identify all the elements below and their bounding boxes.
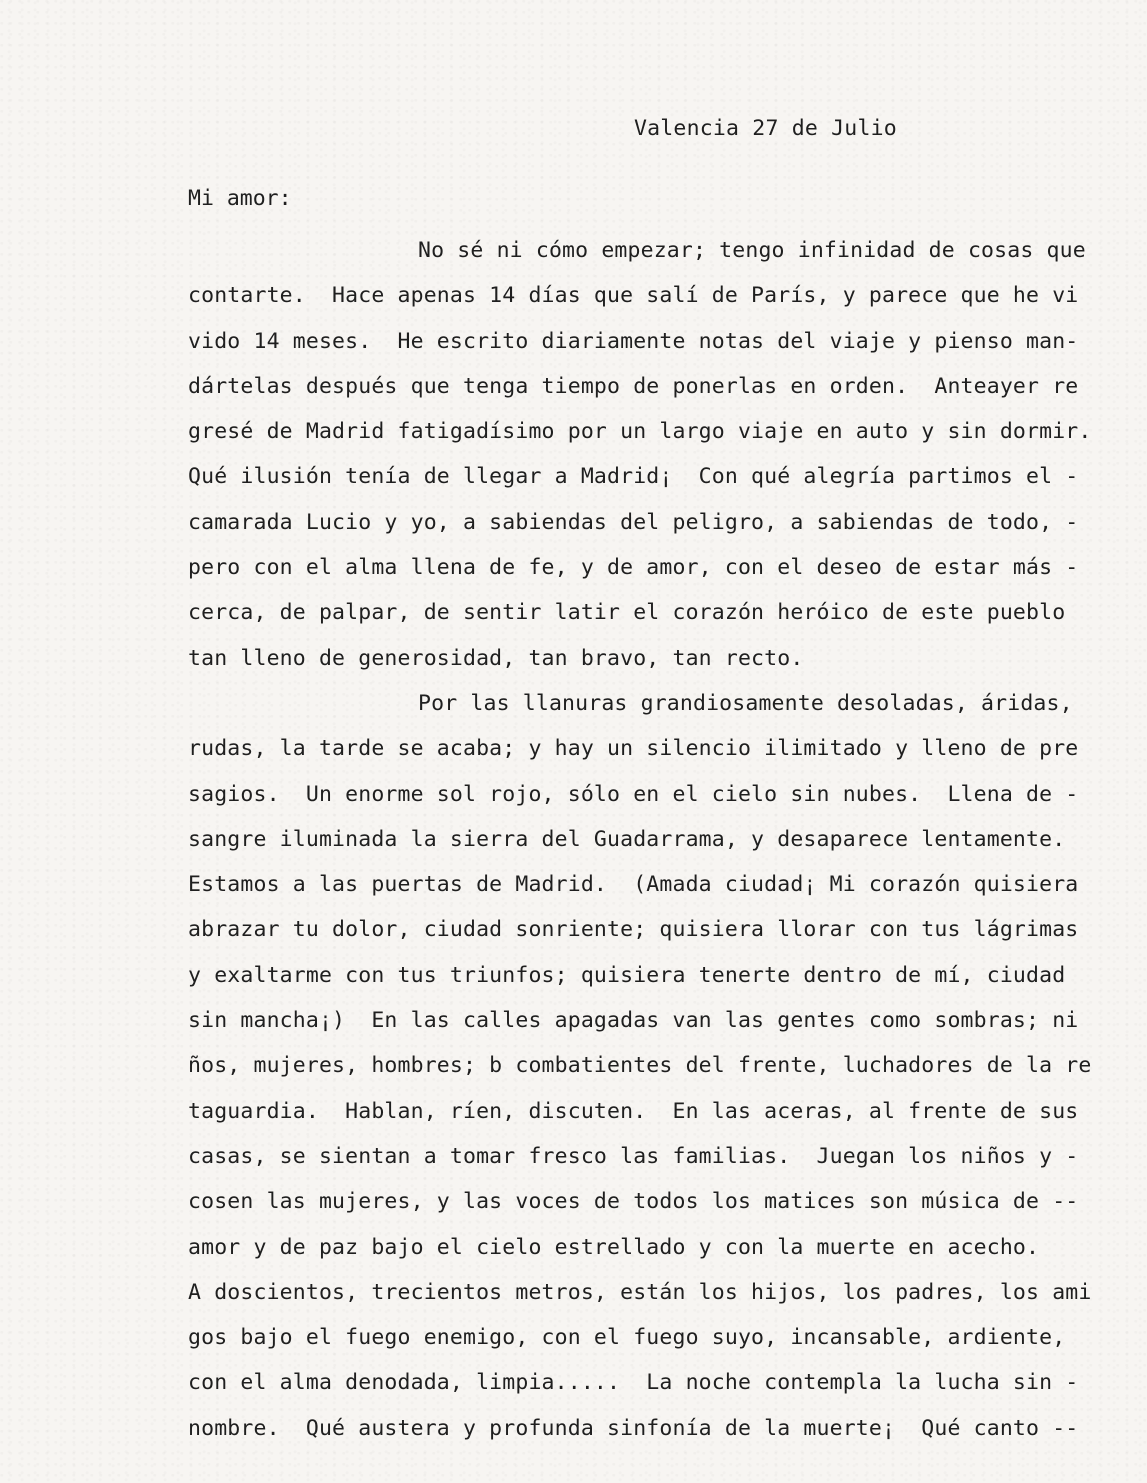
paragraph-1-line: contarte. Hace apenas 14 días que salí de París, y parece que he vi bbox=[188, 283, 1079, 309]
paragraph-1-line: tan lleno de generosidad, tan bravo, tan recto. bbox=[188, 645, 804, 671]
paragraph-1-line: pero con el alma llena de fe, y de amor, con el deseo de estar más - bbox=[188, 555, 1079, 581]
paragraph-1-line: vido 14 meses. He escrito diariamente notas del viaje y pienso man- bbox=[188, 328, 1079, 354]
paragraph-2-line: nombre. Qué austera y profunda sinfonía de la muerte¡ Qué canto -- bbox=[188, 1415, 1079, 1441]
paragraph-2-line: A doscientos, trecientos metros, están los hijos, los padres, los ami bbox=[188, 1279, 1092, 1305]
paragraph-2-line: Estamos a las puertas de Madrid. (Amada ciudad¡ Mi corazón quisiera bbox=[188, 872, 1079, 898]
letter-salutation: Mi amor: bbox=[188, 186, 292, 211]
paragraph-2-line: abrazar tu dolor, ciudad sonriente; quisiera llorar con tus lágrimas bbox=[188, 917, 1079, 943]
paragraph-2-line: amor y de paz bajo el cielo estrellado y con la muerte en acecho. bbox=[188, 1234, 1040, 1260]
paragraph-1-line: Qué ilusión tenía de llegar a Madrid¡ Con qué alegría partimos el - bbox=[188, 464, 1079, 490]
paragraph-2-line: ños, mujeres, hombres; b combatientes del frente, luchadores de la re bbox=[188, 1053, 1092, 1079]
paragraph-2-line: y exaltarme con tus triunfos; quisiera tenerte dentro de mí, ciudad bbox=[188, 962, 1066, 988]
paragraph-2-line: rudas, la tarde se acaba; y hay un silencio ilimitado y lleno de pre bbox=[188, 736, 1079, 762]
paragraph-2-line: sangre iluminada la sierra del Guadarrama, y desaparece lentamente. bbox=[188, 826, 1066, 852]
paragraph-2-line: sin mancha¡) En las calles apagadas van las gentes como sombras; ni bbox=[188, 1008, 1079, 1034]
letter-body bbox=[188, 228, 1118, 1451]
paragraph-2-line: sagios. Un enorme sol rojo, sólo en el cielo sin nubes. Llena de - bbox=[188, 781, 1079, 807]
paragraph-1-line: camarada Lucio y yo, a sabiendas del peligro, a sabiendas de todo, - bbox=[188, 509, 1079, 535]
paragraph-2-line: con el alma denodada, limpia..... La noche contempla la lucha sin - bbox=[188, 1370, 1079, 1396]
paragraph-2-line: Por las llanuras grandiosamente desoladas, áridas, bbox=[418, 690, 1073, 716]
paragraph-1-line: No sé ni cómo empezar; tengo infinidad de cosas que bbox=[418, 238, 1086, 263]
paragraph-2-line: gos bajo el fuego enemigo, con el fuego suyo, incansable, ardiente, bbox=[188, 1325, 1066, 1351]
paragraph-1-line: dártelas después que tenga tiempo de ponerlas en orden. Anteayer re bbox=[188, 373, 1079, 399]
letter-date: Valencia 27 de Julio bbox=[634, 116, 897, 141]
paragraph-1-line: cerca, de palpar, de sentir latir el corazón heróico de este pueblo bbox=[188, 600, 1066, 626]
paragraph-2-line: taguardia. Hablan, ríen, discuten. En las aceras, al frente de sus bbox=[188, 1098, 1079, 1124]
paragraph-1-line: gresé de Madrid fatigadísimo por un largo viaje en auto y sin dormir. bbox=[188, 419, 1092, 445]
paragraph-2-line: casas, se sientan a tomar fresco las familias. Juegan los niños y - bbox=[188, 1143, 1079, 1169]
paragraph-2-line: cosen las mujeres, y las voces de todos los matices son música de -- bbox=[188, 1189, 1079, 1215]
